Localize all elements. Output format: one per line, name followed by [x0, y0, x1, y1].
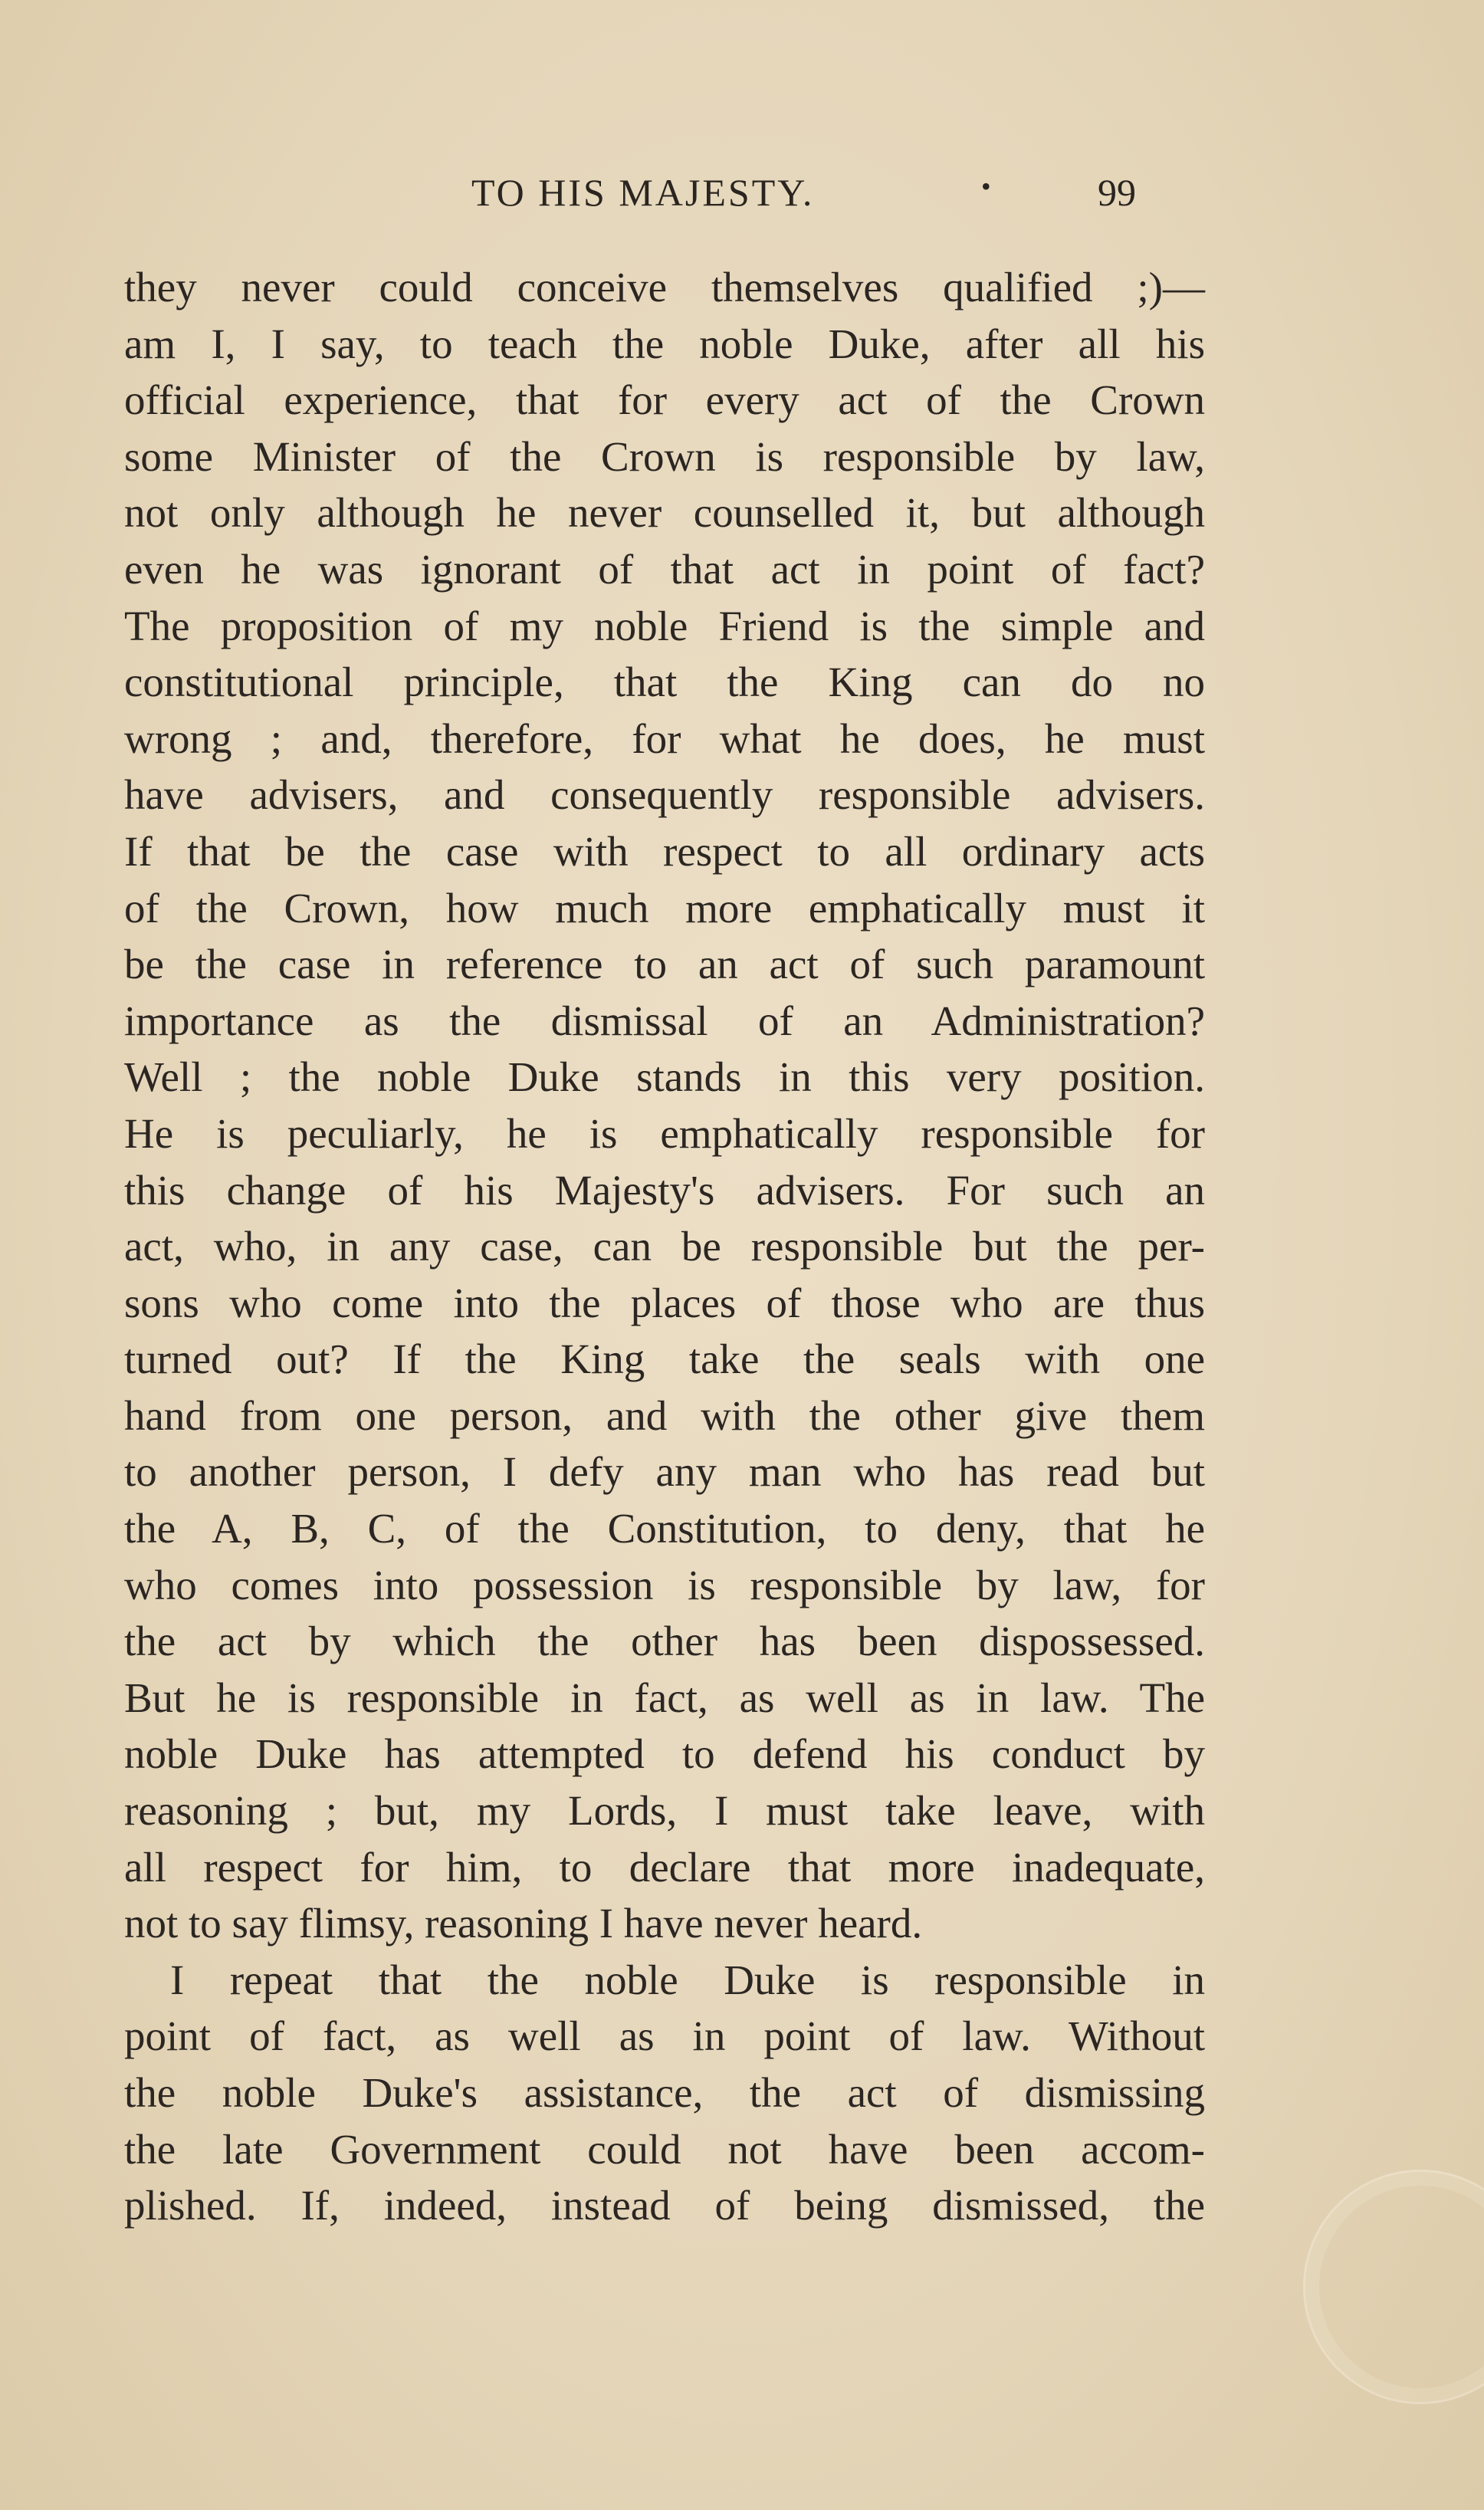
paragraph-2 [124, 1952, 1205, 2234]
text-line: not only although he never counselled it, but although [124, 489, 1205, 537]
text-line: sons who come into the places of those who are thus [124, 1279, 1205, 1326]
embossed-stamp [1303, 2170, 1484, 2404]
text-line: importance as the dismissal of an Administration? [124, 997, 1205, 1044]
text-line: point of fact, as well as in point of law. Without [124, 2012, 1205, 2060]
text-line: the act by which the other has been dispossessed. [124, 1618, 1205, 1665]
text-line: reasoning ; but, my Lords, I must take leave, with [124, 1787, 1205, 1835]
text-line: wrong ; and, therefore, for what he does, he must [124, 715, 1205, 762]
text-line: noble Duke has attempted to defend his conduct by [124, 1730, 1205, 1778]
text-line: am I, I say, to teach the noble Duke, after all his [124, 320, 1205, 367]
page-number: 99 [1098, 171, 1136, 214]
text-line: The proposition of my noble Friend is the simple and [124, 602, 1205, 649]
text-line: not to say flimsy, reasoning I have never heard. [124, 1900, 923, 1947]
text-line: who comes into possession is responsible by law, for [124, 1561, 1205, 1608]
text-line: Well ; the noble Duke stands in this very position. [124, 1053, 1205, 1101]
text-line: have advisers, and consequently responsible advisers. [124, 771, 1205, 819]
printer-mark: • [981, 171, 991, 202]
running-title: TO HIS MAJESTY. [471, 171, 815, 214]
text-line: plished. If, indeed, instead of being dismissed, the [124, 2182, 1205, 2229]
text-line: this change of his Majesty's advisers. For such an [124, 1166, 1205, 1214]
text-line: they never could conceive themselves qualified ;)— [124, 264, 1205, 310]
text-line: official experience, that for every act of the Crown [124, 376, 1205, 424]
text-line: If that be the case with respect to all ordinary acts [124, 827, 1205, 875]
text-line: constitutional principle, that the King can do no [124, 659, 1205, 706]
text-line: all respect for him, to declare that more inadequate, [124, 1843, 1205, 1891]
running-head [123, 170, 1211, 224]
body-text [124, 259, 1205, 2234]
text-line: even he was ignorant of that act in point of fact? [124, 545, 1205, 593]
text-line: the noble Duke's assistance, the act of dismissing [124, 2069, 1205, 2116]
text-line: But he is responsible in fact, as well as in law. The [124, 1674, 1205, 1721]
text-line: I repeat that the noble Duke is responsible in [170, 1956, 1205, 2003]
text-line: be the case in reference to an act of such paramount [124, 941, 1205, 988]
text-line: to another person, I defy any man who has read but [124, 1448, 1205, 1496]
text-line: hand from one person, and with the other give them [124, 1391, 1205, 1439]
text-line: some Minister of the Crown is responsible by law, [124, 432, 1205, 480]
text-line: of the Crown, how much more emphatically must it [124, 884, 1205, 931]
text-line: turned out? If the King take the seals with one [124, 1335, 1205, 1383]
text-line: the late Government could not have been accom- [124, 2125, 1205, 2173]
text-line: He is peculiarly, he is emphatically responsible for [124, 1109, 1205, 1157]
paragraph-1 [124, 259, 1205, 1952]
text-line: the A, B, C, of the Constitution, to deny, that he [124, 1505, 1205, 1552]
text-line: act, who, in any case, can be responsible but the per- [124, 1223, 1205, 1270]
